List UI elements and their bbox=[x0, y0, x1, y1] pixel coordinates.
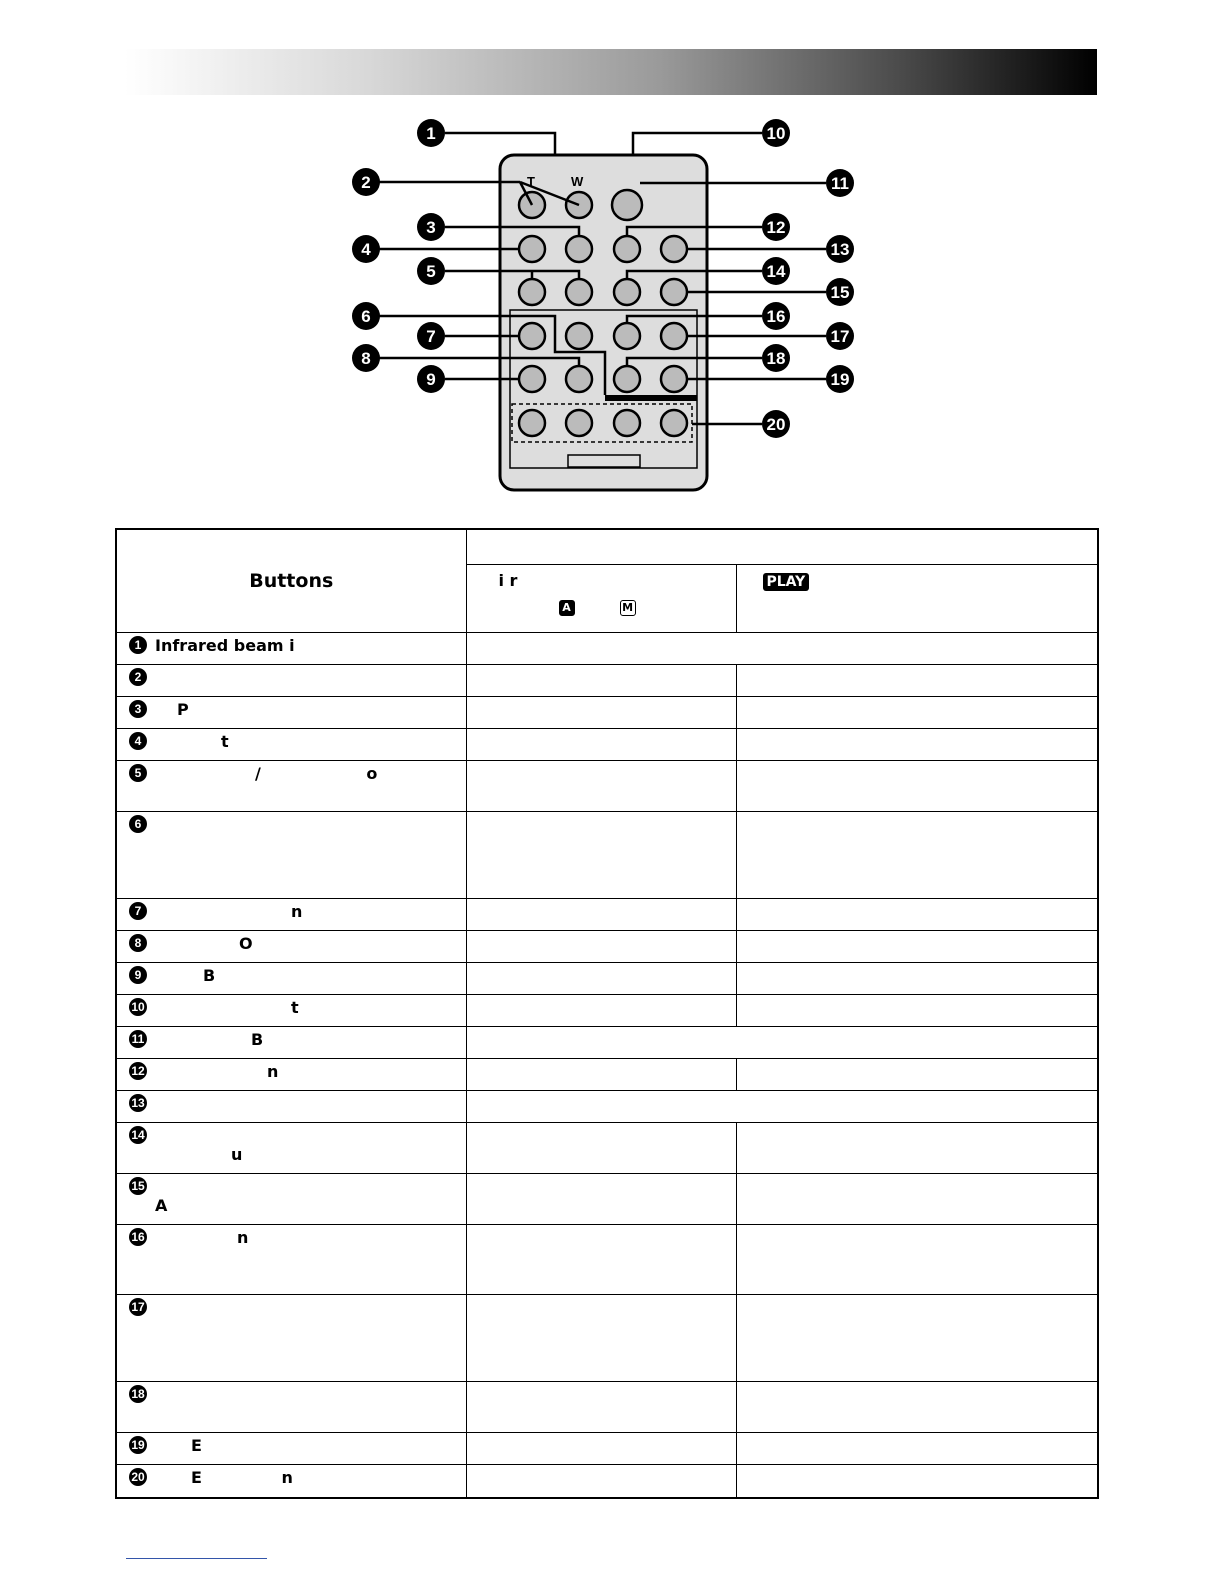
table-cell bbox=[466, 962, 736, 994]
table-cell bbox=[736, 1173, 1098, 1224]
mode-a-icon: A bbox=[559, 600, 575, 616]
button-11 bbox=[612, 190, 642, 220]
table-row bbox=[116, 1464, 1098, 1498]
section-header-bar bbox=[125, 49, 1097, 95]
row-number: 13 bbox=[129, 1094, 147, 1112]
row-label: / o bbox=[255, 763, 378, 783]
table-cell bbox=[116, 1058, 466, 1090]
callout-5 bbox=[417, 257, 445, 285]
table-cell bbox=[116, 898, 466, 930]
row-label: n bbox=[267, 1061, 279, 1081]
table-cell bbox=[466, 1224, 736, 1294]
callout-17 bbox=[826, 322, 854, 350]
table-cell bbox=[736, 696, 1098, 728]
row-number: 17 bbox=[129, 1298, 147, 1316]
table-row bbox=[116, 1173, 1098, 1224]
row-label: A bbox=[155, 1196, 168, 1215]
table-cell bbox=[736, 1122, 1098, 1173]
table-cell bbox=[466, 696, 736, 728]
callout-19 bbox=[826, 365, 854, 393]
button-18 bbox=[614, 366, 640, 392]
row-number: 4 bbox=[129, 732, 147, 750]
callout-3 bbox=[417, 213, 445, 241]
button-function-table bbox=[115, 528, 1099, 1499]
table-cell bbox=[116, 811, 466, 898]
table-cell bbox=[736, 962, 1098, 994]
callout-1 bbox=[417, 119, 445, 147]
table-row bbox=[116, 1294, 1098, 1381]
svg-text:11: 11 bbox=[831, 174, 849, 193]
table-cell bbox=[116, 1122, 466, 1173]
svg-text:8: 8 bbox=[361, 349, 371, 368]
row-label: E bbox=[191, 1435, 202, 1455]
table-row bbox=[116, 1026, 1098, 1058]
table-cell bbox=[736, 1381, 1098, 1432]
table-row bbox=[116, 1122, 1098, 1173]
table-cell bbox=[466, 1122, 736, 1173]
table-cell bbox=[466, 760, 736, 811]
header-buttons: Buttons bbox=[116, 529, 466, 632]
table-cell bbox=[466, 930, 736, 962]
button-3 bbox=[566, 236, 592, 262]
row-number: 11 bbox=[129, 1030, 147, 1048]
table-cell bbox=[736, 1058, 1098, 1090]
button-5b bbox=[566, 279, 592, 305]
row-label: O bbox=[239, 933, 253, 953]
svg-text:16: 16 bbox=[766, 307, 786, 326]
table-cell bbox=[116, 696, 466, 728]
table-cell bbox=[116, 1464, 466, 1498]
table-cell bbox=[116, 930, 466, 962]
svg-text:6: 6 bbox=[361, 307, 371, 326]
svg-text:10: 10 bbox=[766, 124, 786, 143]
table-cell bbox=[116, 1026, 466, 1058]
table-cell bbox=[736, 664, 1098, 696]
row-number: 9 bbox=[129, 966, 147, 984]
table-row bbox=[116, 1090, 1098, 1122]
table-cell bbox=[116, 962, 466, 994]
header-record-mode bbox=[466, 564, 736, 632]
svg-text:17: 17 bbox=[830, 327, 850, 346]
callout-4 bbox=[352, 235, 380, 263]
table-cell bbox=[736, 930, 1098, 962]
button-15 bbox=[661, 279, 687, 305]
table-row bbox=[116, 696, 1098, 728]
table-row bbox=[116, 898, 1098, 930]
table-cell bbox=[116, 1432, 466, 1464]
button-20b bbox=[566, 410, 592, 436]
row-number: 5 bbox=[129, 764, 147, 782]
table-cell bbox=[736, 1294, 1098, 1381]
callout-8 bbox=[352, 344, 380, 372]
table-cell bbox=[736, 1432, 1098, 1464]
table-cell bbox=[466, 1090, 1098, 1122]
table-cell bbox=[736, 760, 1098, 811]
play-mode-icon: PLAY bbox=[763, 573, 810, 591]
row-number: 12 bbox=[129, 1062, 147, 1080]
callout-15 bbox=[826, 278, 854, 306]
button-7 bbox=[519, 323, 545, 349]
row-number: 20 bbox=[129, 1468, 147, 1486]
table-row bbox=[116, 632, 1098, 664]
callout-20 bbox=[762, 410, 790, 438]
table-cell bbox=[736, 1464, 1098, 1498]
svg-text:4: 4 bbox=[361, 240, 371, 259]
table-cell bbox=[466, 1026, 1098, 1058]
row-number: 1 bbox=[129, 636, 147, 654]
table-cell bbox=[466, 994, 736, 1026]
button-4 bbox=[519, 236, 545, 262]
table-cell bbox=[116, 994, 466, 1026]
button-20c bbox=[614, 410, 640, 436]
row-number: 2 bbox=[129, 668, 147, 686]
row-number: 18 bbox=[129, 1385, 147, 1403]
table-row bbox=[116, 1381, 1098, 1432]
table-cell bbox=[466, 1294, 736, 1381]
table-cell bbox=[466, 664, 736, 696]
w-label: W bbox=[571, 174, 584, 189]
button-6 bbox=[566, 323, 592, 349]
callout-18 bbox=[762, 344, 790, 372]
table-cell bbox=[116, 664, 466, 696]
table-cell bbox=[466, 1464, 736, 1498]
table-cell bbox=[116, 1173, 466, 1224]
button-8 bbox=[566, 366, 592, 392]
svg-text:13: 13 bbox=[830, 240, 850, 259]
callout-9 bbox=[417, 365, 445, 393]
row-label: B bbox=[251, 1029, 264, 1049]
table-row bbox=[116, 1432, 1098, 1464]
footer-link-underline[interactable] bbox=[126, 1558, 267, 1559]
table-cell bbox=[466, 811, 736, 898]
callout-2 bbox=[352, 168, 380, 196]
svg-text:15: 15 bbox=[830, 283, 850, 302]
button-17 bbox=[661, 323, 687, 349]
svg-text:1: 1 bbox=[426, 124, 436, 143]
table-cell bbox=[116, 1294, 466, 1381]
svg-text:9: 9 bbox=[426, 370, 436, 389]
svg-text:5: 5 bbox=[426, 262, 436, 281]
svg-text:2: 2 bbox=[361, 173, 371, 192]
row-number: 6 bbox=[129, 815, 147, 833]
button-9 bbox=[519, 366, 545, 392]
table-cell bbox=[116, 1381, 466, 1432]
button-20a bbox=[519, 410, 545, 436]
table-cell bbox=[466, 632, 1098, 664]
row-label: n bbox=[237, 1227, 249, 1247]
row-number: 14 bbox=[129, 1126, 147, 1144]
table-cell bbox=[736, 898, 1098, 930]
table-cell bbox=[116, 1090, 466, 1122]
t-label: T bbox=[527, 174, 535, 189]
row-label: E n bbox=[191, 1467, 293, 1487]
row-label: P bbox=[177, 699, 189, 719]
row-label: t bbox=[221, 731, 229, 751]
button-13 bbox=[661, 236, 687, 262]
row-number: 7 bbox=[129, 902, 147, 920]
callout-6 bbox=[352, 302, 380, 330]
table-row bbox=[116, 1058, 1098, 1090]
table-cell bbox=[736, 811, 1098, 898]
row-number: 15 bbox=[129, 1177, 147, 1195]
row-number: 3 bbox=[129, 700, 147, 718]
header-record-text: i r bbox=[498, 570, 518, 590]
svg-text:14: 14 bbox=[766, 262, 786, 281]
table-row bbox=[116, 930, 1098, 962]
row-number: 8 bbox=[129, 934, 147, 952]
row-label: u bbox=[231, 1145, 243, 1164]
table-row bbox=[116, 728, 1098, 760]
row-label: n bbox=[291, 901, 303, 921]
button-20d bbox=[661, 410, 687, 436]
svg-text:19: 19 bbox=[830, 370, 850, 389]
table-cell bbox=[116, 632, 466, 664]
remote-control-diagram bbox=[340, 110, 860, 505]
svg-text:7: 7 bbox=[426, 327, 436, 346]
header-function-span bbox=[466, 529, 1098, 564]
table-cell bbox=[736, 1224, 1098, 1294]
button-5a bbox=[519, 279, 545, 305]
row-number: 16 bbox=[129, 1228, 147, 1246]
callout-11 bbox=[826, 169, 854, 197]
button-16 bbox=[614, 323, 640, 349]
table-cell bbox=[466, 1058, 736, 1090]
svg-text:20: 20 bbox=[766, 415, 786, 434]
mode-m-icon: M bbox=[620, 600, 636, 616]
button-14 bbox=[614, 279, 640, 305]
table-cell bbox=[116, 1224, 466, 1294]
svg-text:3: 3 bbox=[426, 218, 436, 237]
table-row bbox=[116, 811, 1098, 898]
table-row bbox=[116, 962, 1098, 994]
table-row bbox=[116, 1224, 1098, 1294]
table-cell bbox=[736, 728, 1098, 760]
table-cell bbox=[466, 728, 736, 760]
callout-7 bbox=[417, 322, 445, 350]
callout-13 bbox=[826, 235, 854, 263]
table-cell bbox=[736, 994, 1098, 1026]
table-cell bbox=[116, 728, 466, 760]
header-play-mode bbox=[736, 564, 1098, 632]
button-12 bbox=[614, 236, 640, 262]
row-label: B bbox=[203, 965, 216, 985]
row-label: t bbox=[291, 997, 299, 1017]
callout-12 bbox=[762, 213, 790, 241]
row-number: 19 bbox=[129, 1436, 147, 1454]
table-cell bbox=[466, 1381, 736, 1432]
row-number: 10 bbox=[129, 998, 147, 1016]
button-19 bbox=[661, 366, 687, 392]
table-cell bbox=[116, 760, 466, 811]
callout-10 bbox=[762, 119, 790, 147]
svg-text:12: 12 bbox=[766, 218, 786, 237]
svg-text:18: 18 bbox=[766, 349, 786, 368]
row-label: Infrared beam i bbox=[155, 635, 295, 655]
table-cell bbox=[466, 1173, 736, 1224]
table-row bbox=[116, 760, 1098, 811]
callout-16 bbox=[762, 302, 790, 330]
table-row bbox=[116, 664, 1098, 696]
table-cell bbox=[466, 898, 736, 930]
table-row bbox=[116, 994, 1098, 1026]
callout-14 bbox=[762, 257, 790, 285]
table-cell bbox=[466, 1432, 736, 1464]
